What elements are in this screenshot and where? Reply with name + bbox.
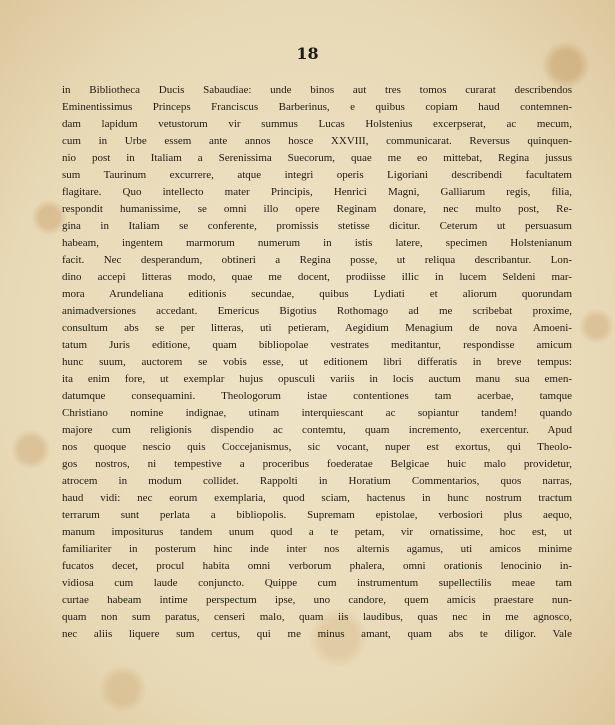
text-line: in Bibliotheca Ducis Sabaudiae: unde binos aut tres tomos curarat describendos — [62, 84, 572, 96]
text-line: nos quoque nescio quis Coccejanismus, sic vocant, nuper est exortus, qui Theolo- — [62, 441, 572, 453]
text-line: dam lapidum vetustorum vir summus Lucas Holstenius excerpserat, ac mecum, — [62, 118, 572, 130]
text-line: ita enim fore, ut exemplar hujus opusculi variis in locis auctum manu sua emen- — [62, 373, 572, 385]
text-line: curtae habeam intime perspectum ipse, uno candore, quem amicis praestare nun- — [62, 594, 572, 606]
text-line: fucatos decet, procul habita omni verborum phalera, omni orationis lenocinio in- — [62, 560, 572, 572]
text-line: habeam, ingentem marmorum numerum in istis latere, specimen Holstenianum — [62, 237, 572, 249]
text-line: flagitare. Quo intellecto mater Principis, Henrici Magni, Galliarum regis, filia, — [62, 186, 572, 198]
text-line: Christiano nomine indignae, utinam interquiescant ac sopiantur tandem! quando — [62, 407, 572, 419]
text-line: dino accepi litteras modo, quae me docent, prodiisse illic in lucem Seldeni mar- — [62, 271, 572, 283]
text-line: familiariter in posterum hinc inde inter nos alternis agamus, uti amicos minime — [62, 543, 572, 555]
text-line: animadversiones accedant. Emericus Bigotius Rothomago ad me scribebat proxime, — [62, 305, 572, 317]
text-line: quam non sum paratus, censeri malo, quam iis laudibus, quas nec in me agnosco, — [62, 611, 572, 623]
text-line: terrarum sunt perlata a bibliopolis. Supremam epistolae, verbosiori plus aequo, — [62, 509, 572, 521]
text-line: facit. Nec desperandum, obtineri a Regina posse, ut reliqua describantur. Lon- — [62, 254, 572, 266]
text-line: majore cum religionis dispendio ac contemtu, quam incremento, exercentur. Apud — [62, 424, 572, 436]
body-text — [62, 82, 572, 643]
text-line: consultum abs se per litteras, uti petieram, Aegidium Menagium de nova Amoeni- — [62, 322, 572, 334]
text-line: datumque consequamini. Theologorum istae contentiones tam acerbae, tamque — [62, 390, 572, 402]
page-number: 18 — [296, 44, 319, 63]
text-line: Eminentissimus Princeps Franciscus Barberinus, e quibus copiam haud contemnen- — [62, 101, 572, 113]
text-line: nio post in Italiam a Serenissima Suecorum, quae me eo mittebat, Regina jussus — [62, 152, 572, 164]
text-line: gina in Italiam se conferente, promissis stetisse dicitur. Ceterum ut persuasum — [62, 220, 572, 232]
text-line: vidiosa cum laude conjuncto. Quippe cum instrumentum supellectilis meae tam — [62, 577, 572, 589]
text-line: respondit humanissime, se omni illo opere Reginam donare, nec multo post, Re- — [62, 203, 572, 215]
text-line: mora Arundeliana editionis secundae, quibus Lydiati et aliorum quorundam — [62, 288, 572, 300]
text-line: tatum Juris editione, quam bibliopolae vestrates meditantur, respondisse amicum — [62, 339, 572, 351]
text-line: manum impositurus tandem unum quod a te petam, vir ornatissime, hoc est, ut — [62, 526, 572, 538]
text-line: haud vidi: nec eorum exemplaria, quod sciam, hactenus in hunc nostrum tractum — [62, 492, 572, 504]
text-line: sum Taurinum excurrere, atque integri operis Ligoriani describendi facultatem — [62, 169, 572, 181]
text-line: atrocem in modum collidet. Rappolti in Horatium Commentarios, quos narras, — [62, 475, 572, 487]
text-line: nec aliis liquere sum certus, qui me minus amant, quam abs te diligor. Vale — [62, 628, 572, 640]
text-line: hunc suum, auctorem se vobis esse, ut editionem libri differatis in breve tempus: — [62, 356, 572, 368]
text-line: cum in Urbe essem ante annos hosce XXVIII, communicarat. Reversus quinquen- — [62, 135, 572, 147]
text-line: gos nostros, ni tempestive a proceribus foederatae Belgicae huic malo providetur, — [62, 458, 572, 470]
